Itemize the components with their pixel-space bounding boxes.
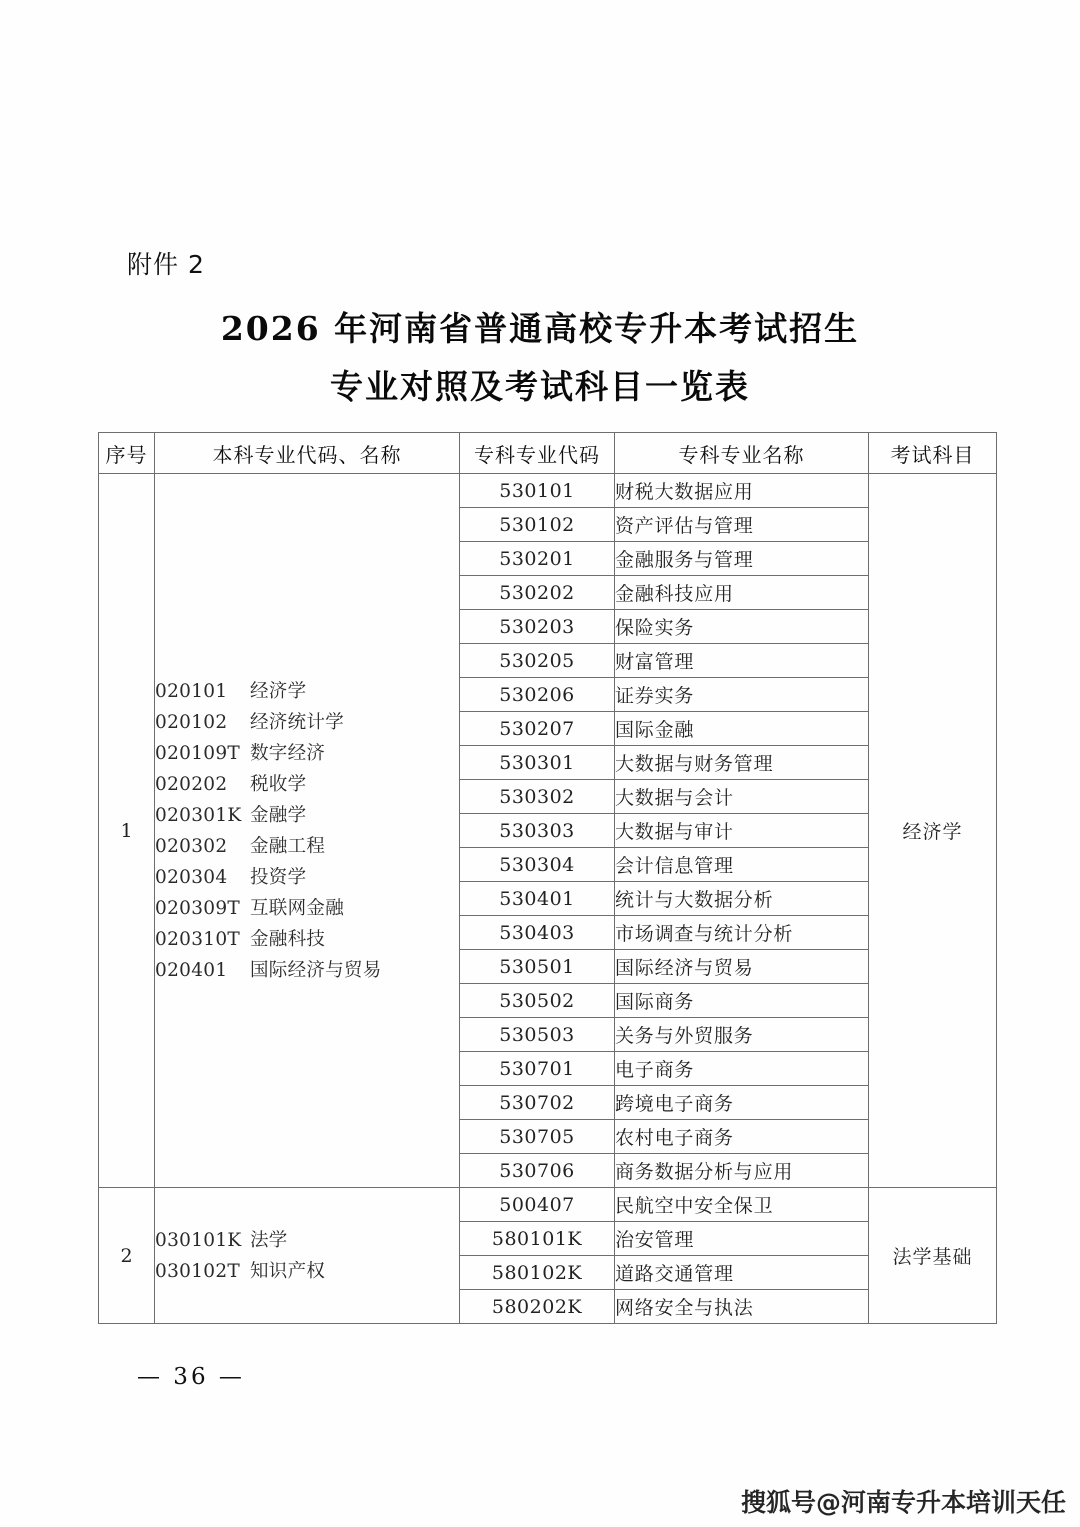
undergraduate-major-code: 020301K <box>155 804 242 826</box>
watermark: 搜狐号@河南专升本培训天任 <box>740 1488 1066 1517</box>
undergraduate-major-name: 经济统计学 <box>250 711 345 733</box>
undergraduate-major-list <box>155 1225 459 1287</box>
cell-college-major-name: 民航空中安全保卫 <box>615 1188 869 1222</box>
cell-college-major-name: 道路交通管理 <box>615 1256 869 1290</box>
undergraduate-major-name: 税收学 <box>250 773 307 795</box>
undergraduate-major-code: 020310T <box>155 928 241 950</box>
undergraduate-major-name: 数字经济 <box>250 742 326 764</box>
column-header-undergraduate: 本科专业代码、名称 <box>155 433 460 474</box>
cell-college-major-code: 530301 <box>460 746 615 780</box>
undergraduate-major-name: 金融学 <box>250 804 307 826</box>
undergraduate-major-code: 030101K <box>155 1229 242 1251</box>
undergraduate-major-item <box>155 1225 459 1256</box>
cell-exam-subject: 经济学 <box>869 474 997 1188</box>
cell-college-major-name: 资产评估与管理 <box>615 508 869 542</box>
column-header-exam-subject: 考试科目 <box>869 433 997 474</box>
cell-college-major-code: 530201 <box>460 542 615 576</box>
cell-college-major-name: 大数据与财务管理 <box>615 746 869 780</box>
undergraduate-major-item <box>155 1256 459 1287</box>
undergraduate-major-name: 经济学 <box>250 680 307 702</box>
cell-college-major-name: 财富管理 <box>615 644 869 678</box>
undergraduate-major-name: 投资学 <box>250 866 307 888</box>
cell-college-major-name: 国际商务 <box>615 984 869 1018</box>
undergraduate-major-item <box>155 676 459 707</box>
cell-college-major-code: 530302 <box>460 780 615 814</box>
table-header-row <box>99 433 997 474</box>
cell-undergraduate-majors <box>155 1188 460 1324</box>
cell-college-major-code: 500407 <box>460 1188 615 1222</box>
cell-college-major-name: 国际金融 <box>615 712 869 746</box>
page-title-line-2: 专业对照及考试科目一览表 <box>330 367 750 406</box>
cell-college-major-code: 530303 <box>460 814 615 848</box>
table-row <box>99 474 997 508</box>
undergraduate-major-code: 020109T <box>155 742 241 764</box>
cell-college-major-code: 530705 <box>460 1120 615 1154</box>
undergraduate-major-item <box>155 955 459 986</box>
undergraduate-major-item <box>155 924 459 955</box>
table-header <box>99 433 997 474</box>
cell-college-major-name: 证券实务 <box>615 678 869 712</box>
page-number: — 36 — <box>137 1364 245 1390</box>
undergraduate-major-name: 金融科技 <box>250 928 326 950</box>
cell-college-major-name: 财税大数据应用 <box>615 474 869 508</box>
table-body <box>99 474 997 1324</box>
undergraduate-major-item <box>155 893 459 924</box>
cell-college-major-name: 大数据与会计 <box>615 780 869 814</box>
page-title-line-1: 2026 年河南省普通高校专升本考试招生 <box>220 309 860 348</box>
cell-college-major-name: 农村电子商务 <box>615 1120 869 1154</box>
cell-college-major-name: 统计与大数据分析 <box>615 882 869 916</box>
cell-college-major-name: 金融科技应用 <box>615 576 869 610</box>
cell-college-major-code: 530205 <box>460 644 615 678</box>
undergraduate-major-item <box>155 831 459 862</box>
undergraduate-major-name: 知识产权 <box>250 1260 326 1282</box>
cell-college-major-code: 530701 <box>460 1052 615 1086</box>
undergraduate-major-code: 020304 <box>155 866 228 888</box>
cell-college-major-name: 市场调查与统计分析 <box>615 916 869 950</box>
cell-college-major-name: 保险实务 <box>615 610 869 644</box>
cell-college-major-code: 530206 <box>460 678 615 712</box>
undergraduate-major-code: 020102 <box>155 711 228 733</box>
undergraduate-major-item <box>155 707 459 738</box>
undergraduate-major-code: 020309T <box>155 897 241 919</box>
cell-college-major-code: 580202K <box>460 1290 615 1324</box>
cell-college-major-name: 商务数据分析与应用 <box>615 1154 869 1188</box>
cell-undergraduate-majors <box>155 474 460 1188</box>
major-comparison-table <box>98 432 997 1324</box>
cell-college-major-name: 国际经济与贸易 <box>615 950 869 984</box>
cell-college-major-code: 530702 <box>460 1086 615 1120</box>
attachment-label: 附件 2 <box>127 250 205 279</box>
cell-college-major-name: 电子商务 <box>615 1052 869 1086</box>
undergraduate-major-name: 金融工程 <box>250 835 326 857</box>
major-comparison-table-wrapper <box>98 432 996 1324</box>
undergraduate-major-item <box>155 862 459 893</box>
cell-college-major-code: 530501 <box>460 950 615 984</box>
table-row <box>99 1188 997 1222</box>
cell-college-major-code: 530102 <box>460 508 615 542</box>
cell-college-major-code: 530304 <box>460 848 615 882</box>
undergraduate-major-code: 020202 <box>155 773 228 795</box>
undergraduate-major-list <box>155 676 459 986</box>
undergraduate-major-code: 020101 <box>155 680 228 702</box>
undergraduate-major-item <box>155 800 459 831</box>
cell-college-major-code: 530202 <box>460 576 615 610</box>
column-header-college-code: 专科专业代码 <box>460 433 615 474</box>
page-title <box>0 300 1080 416</box>
cell-college-major-code: 530503 <box>460 1018 615 1052</box>
cell-college-major-code: 580101K <box>460 1222 615 1256</box>
cell-college-major-code: 530502 <box>460 984 615 1018</box>
column-header-college-name: 专科专业名称 <box>615 433 869 474</box>
cell-seq: 1 <box>99 474 155 1188</box>
undergraduate-major-name: 互联网金融 <box>250 897 345 919</box>
cell-college-major-name: 治安管理 <box>615 1222 869 1256</box>
cell-college-major-code: 530706 <box>460 1154 615 1188</box>
cell-college-major-code: 530101 <box>460 474 615 508</box>
undergraduate-major-item <box>155 769 459 800</box>
cell-college-major-code: 580102K <box>460 1256 615 1290</box>
column-header-seq: 序号 <box>99 433 155 474</box>
cell-college-major-name: 关务与外贸服务 <box>615 1018 869 1052</box>
undergraduate-major-code: 030102T <box>155 1260 241 1282</box>
cell-college-major-name: 会计信息管理 <box>615 848 869 882</box>
cell-college-major-code: 530203 <box>460 610 615 644</box>
cell-college-major-code: 530401 <box>460 882 615 916</box>
cell-college-major-name: 金融服务与管理 <box>615 542 869 576</box>
cell-college-major-name: 跨境电子商务 <box>615 1086 869 1120</box>
undergraduate-major-code: 020302 <box>155 835 228 857</box>
cell-seq: 2 <box>99 1188 155 1324</box>
undergraduate-major-name: 法学 <box>250 1229 288 1251</box>
cell-college-major-code: 530207 <box>460 712 615 746</box>
cell-college-major-name: 大数据与审计 <box>615 814 869 848</box>
cell-college-major-code: 530403 <box>460 916 615 950</box>
undergraduate-major-name: 国际经济与贸易 <box>250 959 382 981</box>
cell-college-major-name: 网络安全与执法 <box>615 1290 869 1324</box>
undergraduate-major-code: 020401 <box>155 959 228 981</box>
undergraduate-major-item <box>155 738 459 769</box>
cell-exam-subject: 法学基础 <box>869 1188 997 1324</box>
